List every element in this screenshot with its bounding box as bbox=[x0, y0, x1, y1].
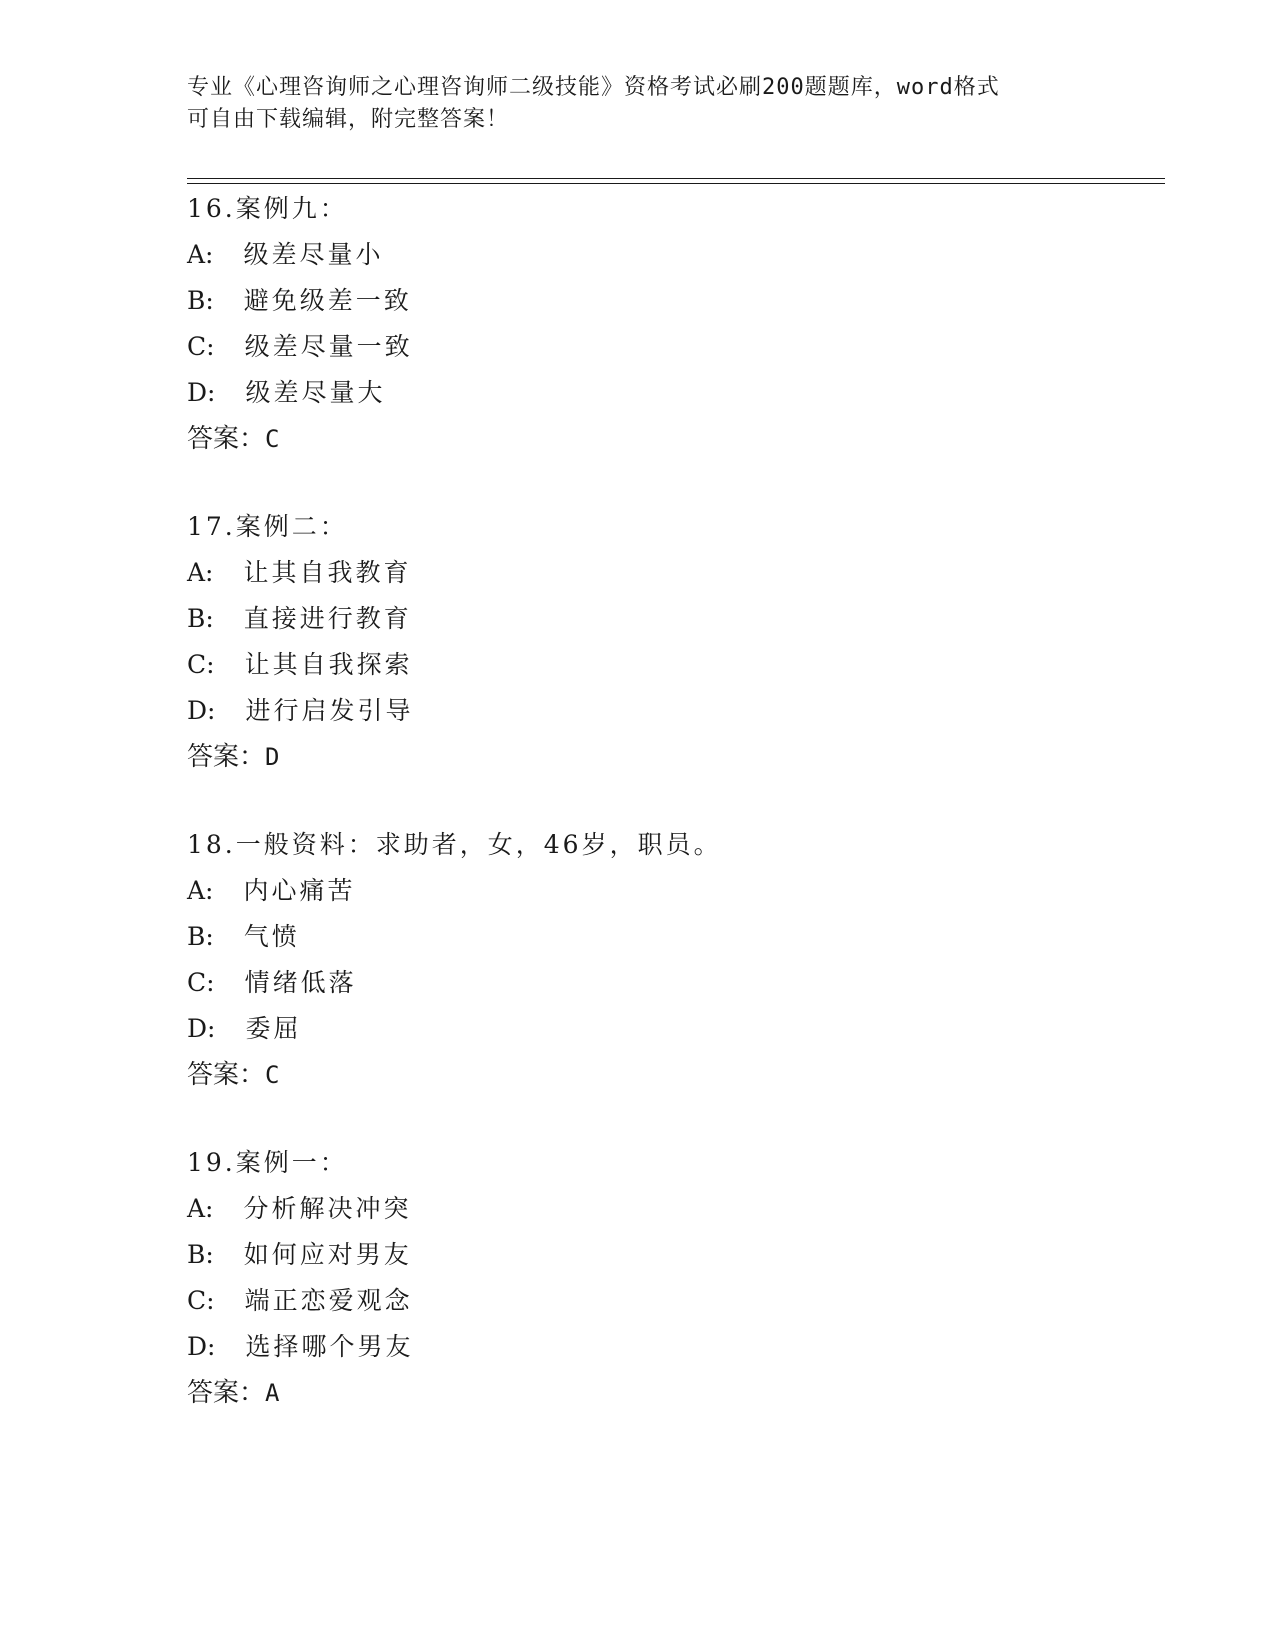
option-letter: B: bbox=[187, 604, 214, 633]
option-d bbox=[187, 1324, 1147, 1370]
question-number: 19. bbox=[187, 1148, 236, 1177]
answer-line bbox=[187, 416, 1147, 462]
question-number: 18. bbox=[187, 830, 236, 859]
question-text: 一般资料：求助者，女，46岁，职员。 bbox=[235, 830, 722, 859]
option-text: 进行启发引导 bbox=[245, 696, 414, 725]
option-a bbox=[187, 1186, 1147, 1232]
option-text: 级差尽量一致 bbox=[244, 332, 413, 361]
option-letter: C: bbox=[187, 650, 215, 679]
header-divider-top bbox=[187, 178, 1165, 179]
option-a bbox=[187, 232, 1147, 278]
question-number: 16. bbox=[187, 194, 236, 223]
question-17 bbox=[187, 504, 1147, 780]
option-text: 如何应对男友 bbox=[243, 1240, 412, 1269]
header-line-1: 专业《心理咨询师之心理咨询师二级技能》资格考试必刷200题题库，word格式 bbox=[187, 75, 1000, 100]
option-letter: C: bbox=[187, 332, 215, 361]
option-letter: C: bbox=[187, 968, 215, 997]
answer-label: 答案： bbox=[187, 1060, 266, 1090]
option-letter: B: bbox=[187, 1240, 214, 1269]
option-a bbox=[187, 868, 1147, 914]
question-16 bbox=[187, 186, 1147, 462]
option-b bbox=[187, 278, 1147, 324]
question-stem bbox=[187, 1140, 1147, 1186]
header-line-2: 可自由下载编辑，附完整答案！ bbox=[187, 107, 510, 132]
option-text: 避免级差一致 bbox=[243, 286, 412, 315]
option-letter: B: bbox=[187, 286, 214, 315]
option-text: 情绪低落 bbox=[244, 968, 357, 997]
option-c bbox=[187, 1278, 1147, 1324]
answer-line bbox=[187, 1370, 1147, 1416]
answer-value: C bbox=[265, 1061, 280, 1089]
question-stem bbox=[187, 186, 1147, 232]
answer-value: D bbox=[265, 743, 280, 771]
option-text: 让其自我探索 bbox=[244, 650, 413, 679]
option-d bbox=[187, 1006, 1147, 1052]
option-letter: A: bbox=[187, 558, 214, 587]
option-letter: A: bbox=[187, 240, 214, 269]
question-18 bbox=[187, 822, 1147, 1098]
option-c bbox=[187, 324, 1147, 370]
option-d bbox=[187, 688, 1147, 734]
option-letter: A: bbox=[187, 1194, 214, 1223]
option-text: 端正恋爱观念 bbox=[244, 1286, 413, 1315]
option-b bbox=[187, 596, 1147, 642]
question-number: 17. bbox=[187, 512, 236, 541]
answer-value: A bbox=[265, 1379, 280, 1407]
document-header bbox=[187, 72, 1087, 136]
option-c bbox=[187, 960, 1147, 1006]
option-letter: D: bbox=[187, 1332, 216, 1361]
option-a bbox=[187, 550, 1147, 596]
question-text: 案例九： bbox=[235, 194, 348, 223]
option-b bbox=[187, 914, 1147, 960]
question-stem bbox=[187, 504, 1147, 550]
option-letter: D: bbox=[187, 378, 216, 407]
question-stem bbox=[187, 822, 1147, 868]
question-19 bbox=[187, 1140, 1147, 1416]
option-b bbox=[187, 1232, 1147, 1278]
header-divider-bottom bbox=[187, 183, 1165, 184]
option-text: 选择哪个男友 bbox=[245, 1332, 414, 1361]
option-text: 委屈 bbox=[245, 1014, 302, 1043]
option-letter: D: bbox=[187, 1014, 216, 1043]
answer-label: 答案： bbox=[187, 742, 266, 772]
option-text: 分析解决冲突 bbox=[243, 1194, 412, 1223]
option-text: 让其自我教育 bbox=[243, 558, 412, 587]
option-text: 级差尽量大 bbox=[245, 378, 386, 407]
option-c bbox=[187, 642, 1147, 688]
question-text: 案例一： bbox=[235, 1148, 348, 1177]
answer-line bbox=[187, 1052, 1147, 1098]
option-letter: C: bbox=[187, 1286, 215, 1315]
option-letter: D: bbox=[187, 696, 216, 725]
option-d bbox=[187, 370, 1147, 416]
answer-line bbox=[187, 734, 1147, 780]
option-text: 气愤 bbox=[243, 922, 300, 951]
answer-label: 答案： bbox=[187, 424, 266, 454]
option-text: 内心痛苦 bbox=[243, 876, 356, 905]
option-text: 直接进行教育 bbox=[243, 604, 412, 633]
option-text: 级差尽量小 bbox=[243, 240, 384, 269]
option-letter: A: bbox=[187, 876, 214, 905]
answer-label: 答案： bbox=[187, 1378, 266, 1408]
question-text: 案例二： bbox=[235, 512, 348, 541]
answer-value: C bbox=[265, 425, 280, 453]
option-letter: B: bbox=[187, 922, 214, 951]
